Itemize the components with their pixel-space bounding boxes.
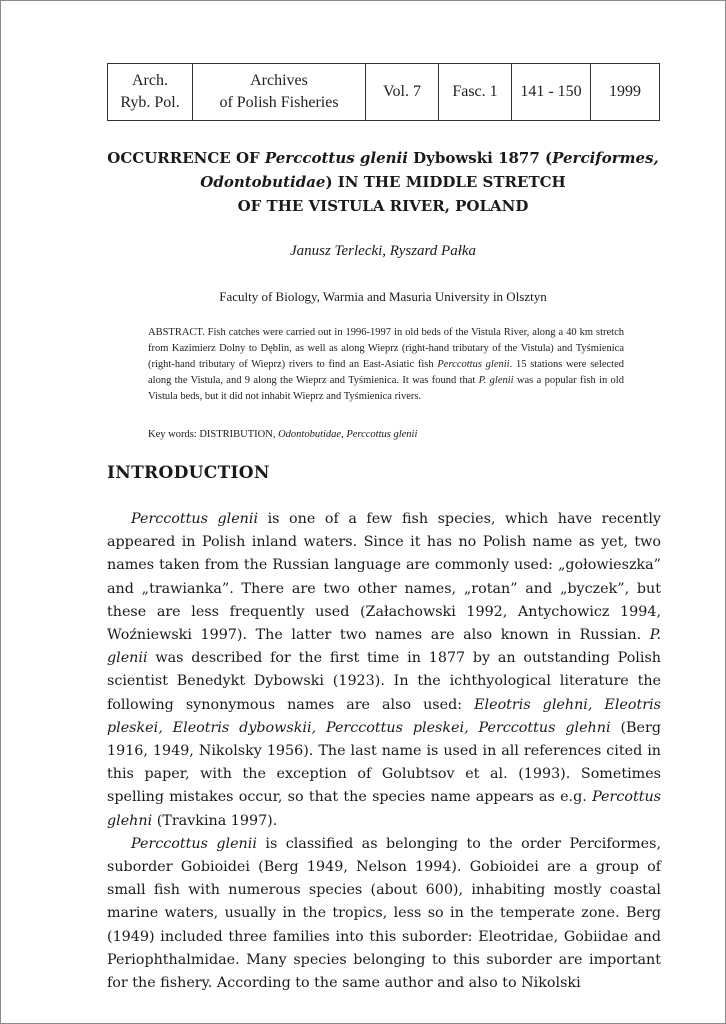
journal-abbrev-line2: Ryb. Pol. [120,94,180,111]
paragraph-2 [107,833,661,995]
abstract-species: P. glenii [478,375,514,386]
species-name: Perccottus glenii [131,835,257,852]
journal-name-cell [193,64,366,121]
keywords [148,429,624,440]
journal-name-line1: Archives [250,72,308,89]
title-text: Dybowski 1877 ( [407,149,553,167]
pages-cell: 141 - 150 [512,64,591,121]
title-order: Perciformes, [552,149,659,167]
affiliation: Faculty of Biology, Warmia and Masuria University in Olsztyn [219,289,547,304]
title-family: Odontobutidae [200,173,326,191]
section-heading: INTRODUCTION [107,463,270,483]
title-text: ) IN THE MIDDLE STRETCH [325,173,566,191]
species-name: P. glenii [107,627,661,667]
title-species: Perccottus glenii [264,149,408,167]
title-line-1 [100,146,666,170]
abstract-species: Perccottus glenii [437,359,510,370]
authors: Janusz Terlecki, Ryszard Pałka [289,243,477,259]
paragraph-text: (Travkina 1997). [152,812,278,829]
title-line-3: OF THE VISTULA RIVER, POLAND [237,197,529,215]
paragraph-text: (Berg 1916, 1949, Nikolsky 1956). The last name is used in all references cited in this paper, with the exception of Golubtsov et al. (1993). Sometimes spelling mistakes occur, so that the species name appears as e.g. [107,719,661,806]
abstract-text: . 15 stations were selected along the Vistula, and 9 along the Wieprz and Tyśmienica. It was found that [148,359,624,386]
keyword: Odontobutidae [278,429,342,440]
journal-abbrev-line1: Arch. [132,72,168,89]
body-text [107,508,661,995]
keyword: Perccottus glenii [346,429,418,440]
paragraph-text: is classified as belonging to the order Perciformes, suborder Gobioidei (Berg 1949, Nelson 1994). Gobioidei are a group of small fish with numerous species (about 600), inhabiting mostly coastal marine waters, usually in the tropics, less so in the temperate zone. Berg (1949) included three families into this suborder: Eleotridae, Gobiidae and Periophthalmidae. Many species belonging to this suborder are important for the fishery. According to the same author and also to Nikolski [107,835,661,992]
paragraph-1 [107,508,661,833]
journal-name-line2: of Polish Fisheries [219,94,339,111]
abstract-text: was a popular fish in old Vistula beds, but it did not inhabit Wieprz and Tyśmienica rivers. [148,375,624,402]
journal-header-table [107,63,660,121]
paragraph-text: is one of a few fish species, which have recently appeared in Polish inland waters. Since it has no Polish name as yet, two names taken from the Russian language are commonly used: „gołowieszka” and „trawianka”. There are two other names, „rotan” and „byczek”, but these are less frequently used (Załachowski 1992, Antychowicz 1994, Woźniewski 1997). The latter two names are also known in Russian. [107,511,661,644]
species-name: Perccottus glenii [131,511,259,527]
paper-title [100,146,666,218]
keyword-separator: , [341,429,347,440]
title-line-2 [100,170,666,194]
journal-abbrev-cell [108,64,193,121]
fascicle-cell: Fasc. 1 [439,64,512,121]
species-name: Percottus glehni [107,789,661,829]
title-text: OCCURRENCE OF [107,149,265,167]
abstract [148,325,624,405]
abstract-text: ABSTRACT. Fish catches were carried out in 1996-1997 in old beds of the Vistula River, along a 40 km stretch from Kazimierz Dolny to Dęblin, as well as along Wieprz (right-hand tributary of the Vistula) and Tyśmienica (right-hand tributary of Wieprz) rivers to find an East-Asiatic fish [148,327,624,370]
keywords-label: Key words: DISTRIBUTION, [148,429,279,440]
paragraph-text: was described for the first time in 1877 by an outstanding Polish scientist Benedykt Dybowski (1923). In the ichthyological literature the following synonymous names are also used: [107,650,661,713]
year-cell: 1999 [591,64,660,121]
volume-cell: Vol. 7 [366,64,439,121]
species-synonyms: Eleotris glehni, Eleotris pleskei, Eleotris dybowskii, Perccottus pleskei, Perccottus glehni [107,696,661,736]
